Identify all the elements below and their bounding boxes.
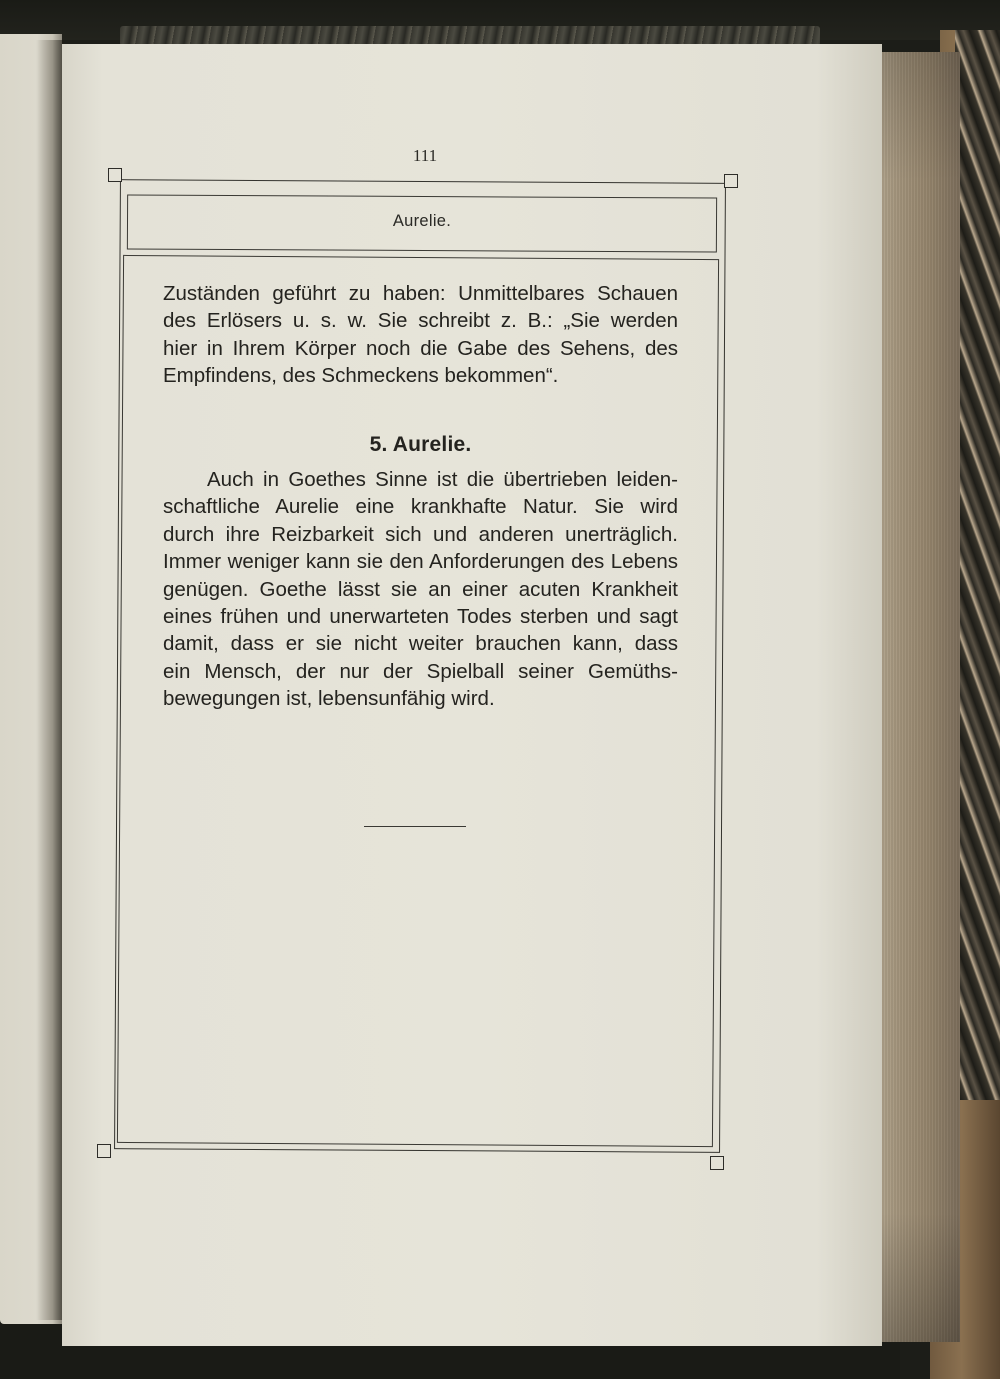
running-header: Aurelie.	[392, 212, 452, 230]
spine-band	[120, 26, 820, 46]
text-line: Empfindens, des Schmeckens bekommen“.	[163, 364, 559, 388]
closing-rule	[364, 826, 466, 827]
gutter-shadow	[36, 40, 64, 1320]
frame-corner-bottom-right	[710, 1156, 724, 1170]
frame-corner-top-left	[108, 168, 122, 182]
text-line: hier in Ihrem Körper noch die Gabe des Sehens, des	[163, 336, 678, 360]
text-line: damit, dass er sie nicht weiter brauchen kann, dass	[163, 632, 678, 656]
text-line: genügen. Goethe lässt sie an einer acuten Krankheit	[163, 577, 678, 601]
frame-corner-bottom-left	[97, 1144, 111, 1158]
text-line: Auch in Goethes Sinne ist die übertrieben leiden-	[207, 468, 678, 491]
page-number: 111	[412, 146, 438, 165]
text-line: Immer weniger kann sie den Anforderungen des Lebens	[163, 550, 678, 574]
text-line: des Erlösers u. s. w. Sie schreibt z. B.: „Sie werden	[163, 309, 678, 333]
text-line: schaftliche Aurelie eine krankhafte Natur. Sie wird	[163, 495, 678, 519]
continuation-paragraph	[163, 280, 678, 390]
text-line: eines frühen und unerwarteten Todes sterben und sagt	[163, 605, 678, 629]
text-line: ein Mensch, der nur der Spielball seiner Gemüths-	[163, 659, 678, 683]
text-line: bewegungen ist, lebensunfähig wird.	[163, 687, 495, 711]
text-line: durch ihre Reizbarkeit sich und anderen unerträglich.	[163, 522, 678, 546]
text-line: Zuständen geführt zu haben: Unmittelbares Schauen	[163, 282, 678, 305]
frame-corner-top-right	[724, 174, 738, 188]
section-heading: 5. Aurelie.	[369, 433, 472, 456]
section-paragraph	[163, 466, 678, 713]
